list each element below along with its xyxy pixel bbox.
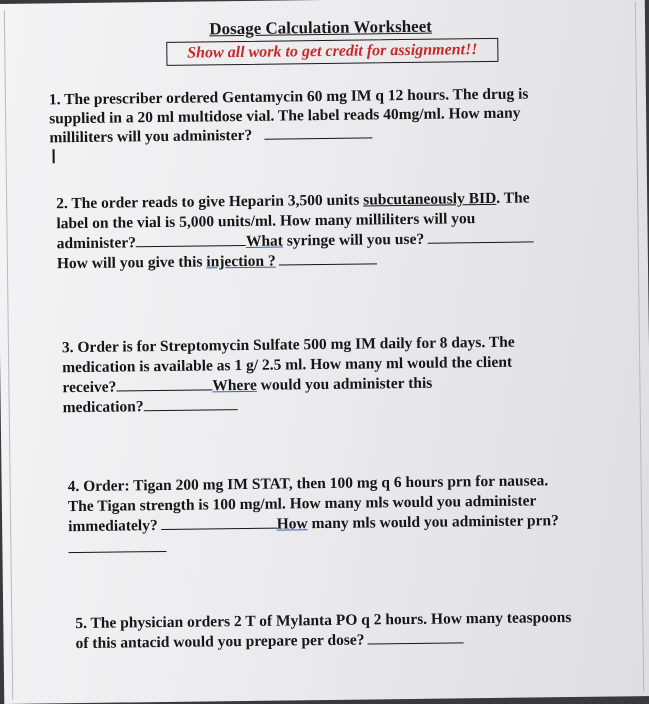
question-line: label on the vial is 5,000 units/ml. How many milliliters will you (56, 210, 476, 233)
hyperlinked-word[interactable]: What (245, 232, 284, 250)
question-line: 2. The order reads to give Heparin 3,500 units (56, 191, 364, 213)
question-line: supplied in a 20 ml multidose vial. The label reads 40mg/ml. How many (49, 104, 521, 128)
worksheet-title: Dosage Calculation Worksheet (209, 16, 432, 39)
question-line: medication is available as 1 g/ 2.5 ml. How many ml would the client (62, 353, 513, 377)
question-line: 1. The prescriber ordered Gentamycin 60 mg IM q 12 hours. The drug is (48, 85, 529, 109)
question-line: of this antacid would you prepare per dose? (75, 631, 365, 653)
question-line: 4. Order: Tigan 200 mg IM STAT, then 100 mg q 6 hours prn for nausea. (67, 472, 549, 496)
question-line: The Tigan strength is 100 mg/ml. How many mls would you administer (67, 492, 537, 516)
question-line: 3. Order is for Streptomycin Sulfate 500 mg IM daily for 8 days. The (61, 333, 515, 357)
question-line: How will you give this (56, 253, 207, 273)
hyperlinked-word[interactable]: Where (212, 376, 257, 395)
question-line: many mls would you administer prn? (307, 512, 559, 533)
answer-blank[interactable] (144, 408, 238, 411)
question-line: would you administer this (256, 374, 433, 394)
question-line: milliliters will you administer? (49, 126, 253, 147)
answer-blank[interactable] (116, 388, 212, 391)
question-line: syringe will you use? (282, 230, 425, 250)
underlined-term: subcutaneously BID (363, 189, 497, 209)
answer-blank[interactable] (264, 136, 372, 139)
question-line: receive? (62, 378, 117, 397)
instruction-banner: Show all work to get credit for assignment!! (166, 38, 498, 66)
answer-blank[interactable] (68, 550, 166, 553)
text-cursor (53, 149, 55, 163)
answer-blank[interactable] (161, 527, 277, 530)
question-line: medication? (62, 398, 144, 417)
answer-blank[interactable] (136, 244, 246, 247)
question-line: administer? (56, 234, 136, 253)
question-line-end: . The (496, 189, 530, 207)
question-line: 5. The physician orders 2 T of Mylanta PO q 2 hours. How many teaspoons (75, 609, 572, 633)
question-line: immediately? (68, 517, 158, 536)
hyperlinked-word[interactable]: injection ? (206, 252, 276, 271)
answer-blank[interactable] (427, 240, 533, 243)
answer-blank[interactable] (368, 641, 464, 644)
hyperlinked-word[interactable]: How (276, 515, 308, 533)
answer-blank[interactable] (279, 262, 377, 265)
